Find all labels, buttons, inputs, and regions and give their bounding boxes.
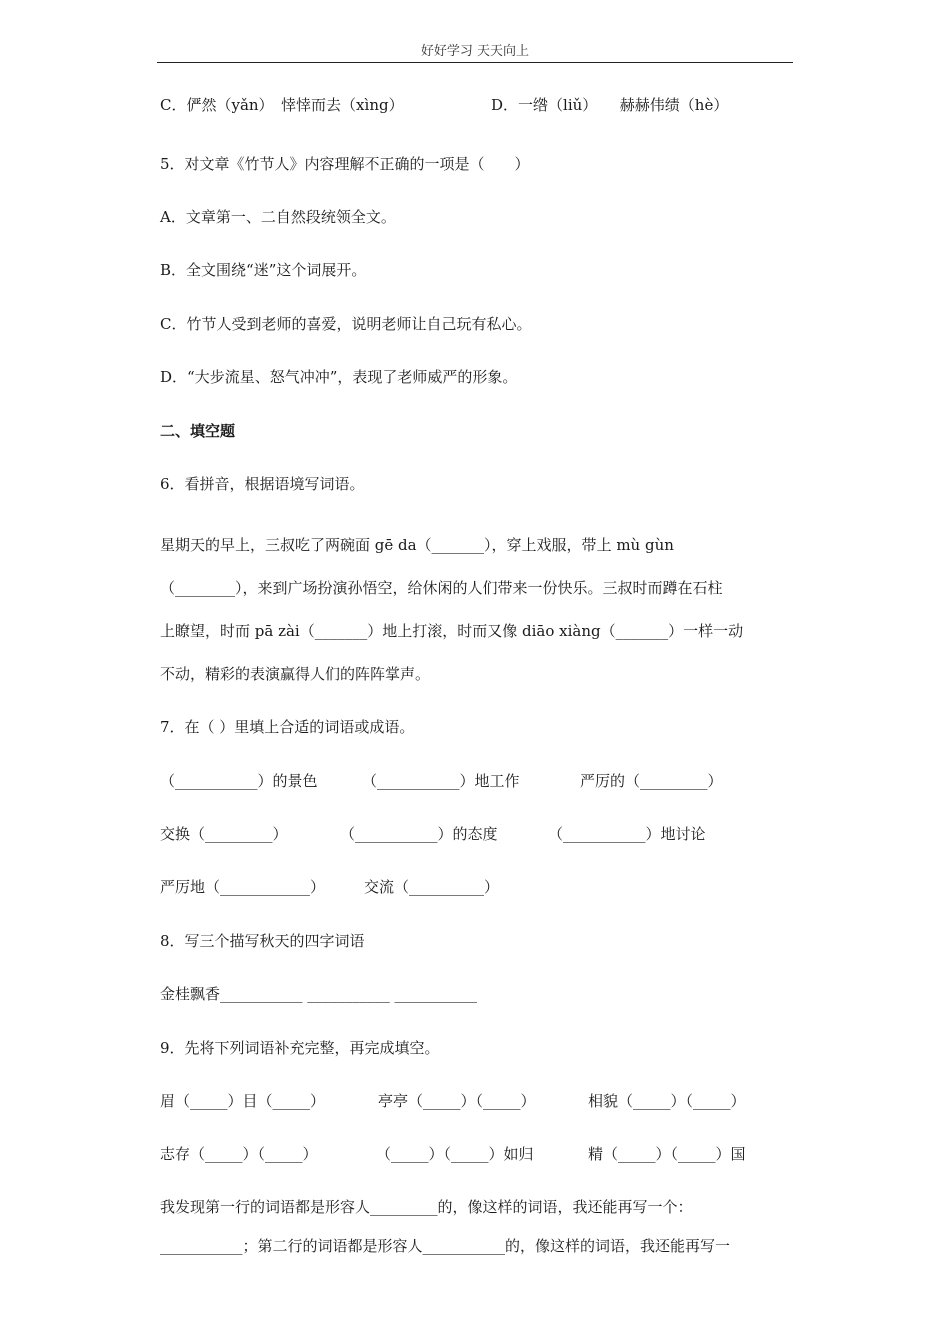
q9-blank: 精（_____）（_____）国 xyxy=(588,1145,746,1163)
q5-option-a: A．文章第一、二自然段统领全文。 xyxy=(160,208,396,226)
q9-blank: 志存（_____）（_____） xyxy=(160,1145,318,1163)
option-c-line xyxy=(160,94,404,116)
q7-blank: 严厉地（____________） xyxy=(160,878,326,896)
q9-blank: （_____）（_____）如归 xyxy=(376,1145,534,1163)
q6-line-3: 上瞭望，时而 pā zài（_______）地上打滚，时而又像 diāo xiàng（_______）一样一动 xyxy=(160,622,744,640)
q9-blank: 眉（_____）目（_____） xyxy=(160,1092,326,1110)
q9-blank: 亭亭（_____）（_____） xyxy=(378,1092,536,1110)
q7-blank: 交换（_________） xyxy=(160,825,288,843)
q7-stem: 7．在（ ）里填上合适的词语或成语。 xyxy=(160,718,415,736)
q5-stem: 5．对文章《竹节人》内容理解不正确的一项是（ ） xyxy=(160,155,530,173)
q9-blank: 相貌（_____）（_____） xyxy=(588,1092,746,1110)
q5-option-d: D．“大步流星、怒气冲冲”，表现了老师威严的形象。 xyxy=(160,368,518,386)
q9-line-1: 我发现第一行的词语都是形容人_________的，像这样的词语，我还能再写一个： xyxy=(160,1198,693,1216)
section-title: 二、填空题 xyxy=(160,422,236,440)
q8-answer-line: 金桂飘香___________ ___________ ___________ xyxy=(160,985,478,1003)
header-rule xyxy=(157,62,793,63)
q7-blank: 交流（__________） xyxy=(364,878,500,896)
q6-line-2: （________），来到广场扮演孙悟空，给休闲的人们带来一份快乐。三叔时而蹲在石柱 xyxy=(160,579,723,597)
q9-stem: 9．先将下列词语补充完整，再完成填空。 xyxy=(160,1039,440,1057)
q7-blank: （___________）的态度 xyxy=(340,825,498,843)
option-c: C．俨然（yǎn） 悻悻而去（xìng） xyxy=(160,96,404,114)
q6-stem: 6．看拼音，根据语境写词语。 xyxy=(160,475,365,493)
option-d: D．一绺（liǔ） 赫赫伟绩（hè） xyxy=(491,96,729,114)
q6-line-1: 星期天的早上，三叔吃了两碗面 gē da（_______），穿上戏服，带上 mù gùn xyxy=(160,536,674,554)
q6-line-4: 不动，精彩的表演赢得人们的阵阵掌声。 xyxy=(160,665,431,683)
q5-option-b: B．全文围绕“迷”这个词展开。 xyxy=(160,261,367,279)
q9-line-2: ___________；第二行的词语都是形容人___________的，像这样的词语，我还能再写一 xyxy=(160,1237,731,1255)
page-header: 好好学习 天天向上 xyxy=(420,44,530,59)
q5-option-c: C．竹节人受到老师的喜爱，说明老师让自己玩有私心。 xyxy=(160,315,532,333)
q8-stem: 8．写三个描写秋天的四字词语 xyxy=(160,932,365,950)
q7-blank: （___________）地讨论 xyxy=(548,825,706,843)
q7-blank: 严厉的（_________） xyxy=(580,772,723,790)
q7-blank: （___________）地工作 xyxy=(362,772,520,790)
q7-blank: （___________）的景色 xyxy=(160,772,318,790)
